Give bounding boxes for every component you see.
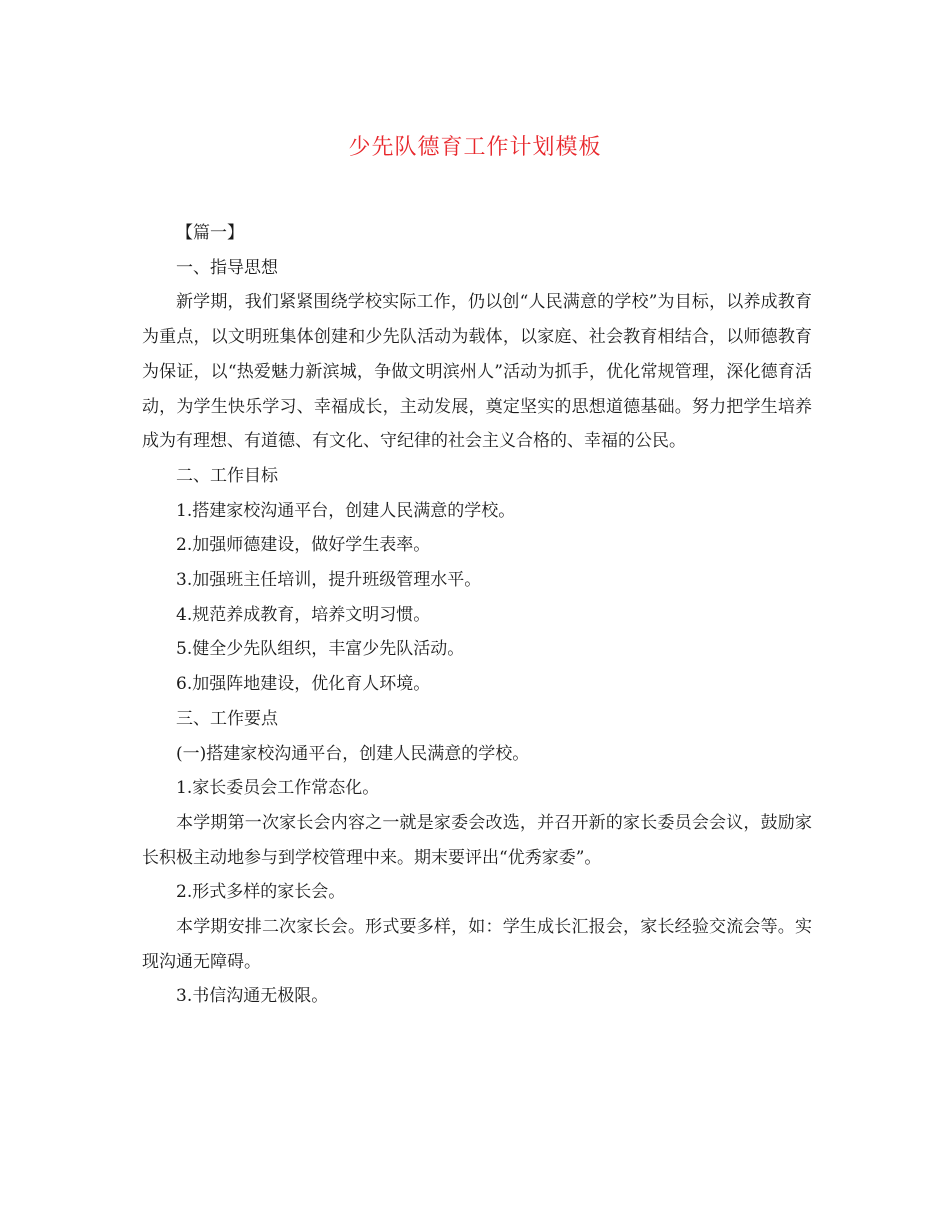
heading-work-points: 三、工作要点 — [176, 708, 278, 729]
paragraph-parent-meetings: 本学期安排二次家长会。形式要多样，如：学生成长汇报会，家长经验交流会等。实现沟通无障碍。 — [142, 917, 812, 972]
goal-item-1: 1.搭建家校沟通平台，创建人民满意的学校。 — [176, 500, 516, 521]
point-item-2: 2.形式多样的家长会。 — [176, 882, 346, 903]
point-item-3: 3.书信沟通无极限。 — [176, 986, 329, 1007]
goal-item-3: 3.加强班主任培训，提升班级管理水平。 — [176, 570, 482, 591]
goal-item-2: 2.加强师德建设，做好学生表率。 — [176, 535, 431, 556]
heading-guiding-thought: 一、指导思想 — [176, 257, 278, 278]
goal-item-4: 4.规范养成教育，培养文明习惯。 — [176, 604, 431, 625]
paragraph-guiding-thought: 新学期，我们紧紧围绕学校实际工作，仍以创“人民满意的学校”为目标，以养成教育为重点，以文明班集体创建和少先队活动为载体，以家庭、社会教育相结合，以师德教育为保证，以“热爱魅力新滨城，争做文明滨州人”活动为抓手，优化常规管理，深化德育活动，为学生快乐学习、幸福成长，主动发展，奠定坚实的思想道德基础。努力把学生培养成为有理想、有道德、有文化、守纪律的社会主义合格的、幸福的公民。 — [142, 292, 812, 452]
paragraph-parent-committee: 本学期第一次家长会内容之一就是家委会改选，并召开新的家长委员会会议，鼓励家长积极主动地参与到学校管理中来。期末要评出“优秀家委”。 — [142, 812, 812, 868]
section-label: 【篇一】 — [176, 223, 244, 243]
document-title: 少先队德育工作计划模板 — [348, 135, 602, 160]
document-body — [142, 216, 812, 1014]
goal-item-6: 6.加强阵地建设，优化育人环境。 — [176, 674, 431, 695]
subheading-home-school: (一)搭建家校沟通平台，创建人民满意的学校。 — [176, 743, 530, 764]
heading-work-goals: 二、工作目标 — [176, 465, 278, 486]
point-item-1: 1.家长委员会工作常态化。 — [176, 778, 380, 799]
goal-item-5: 5.健全少先队组织，丰富少先队活动。 — [176, 639, 465, 660]
